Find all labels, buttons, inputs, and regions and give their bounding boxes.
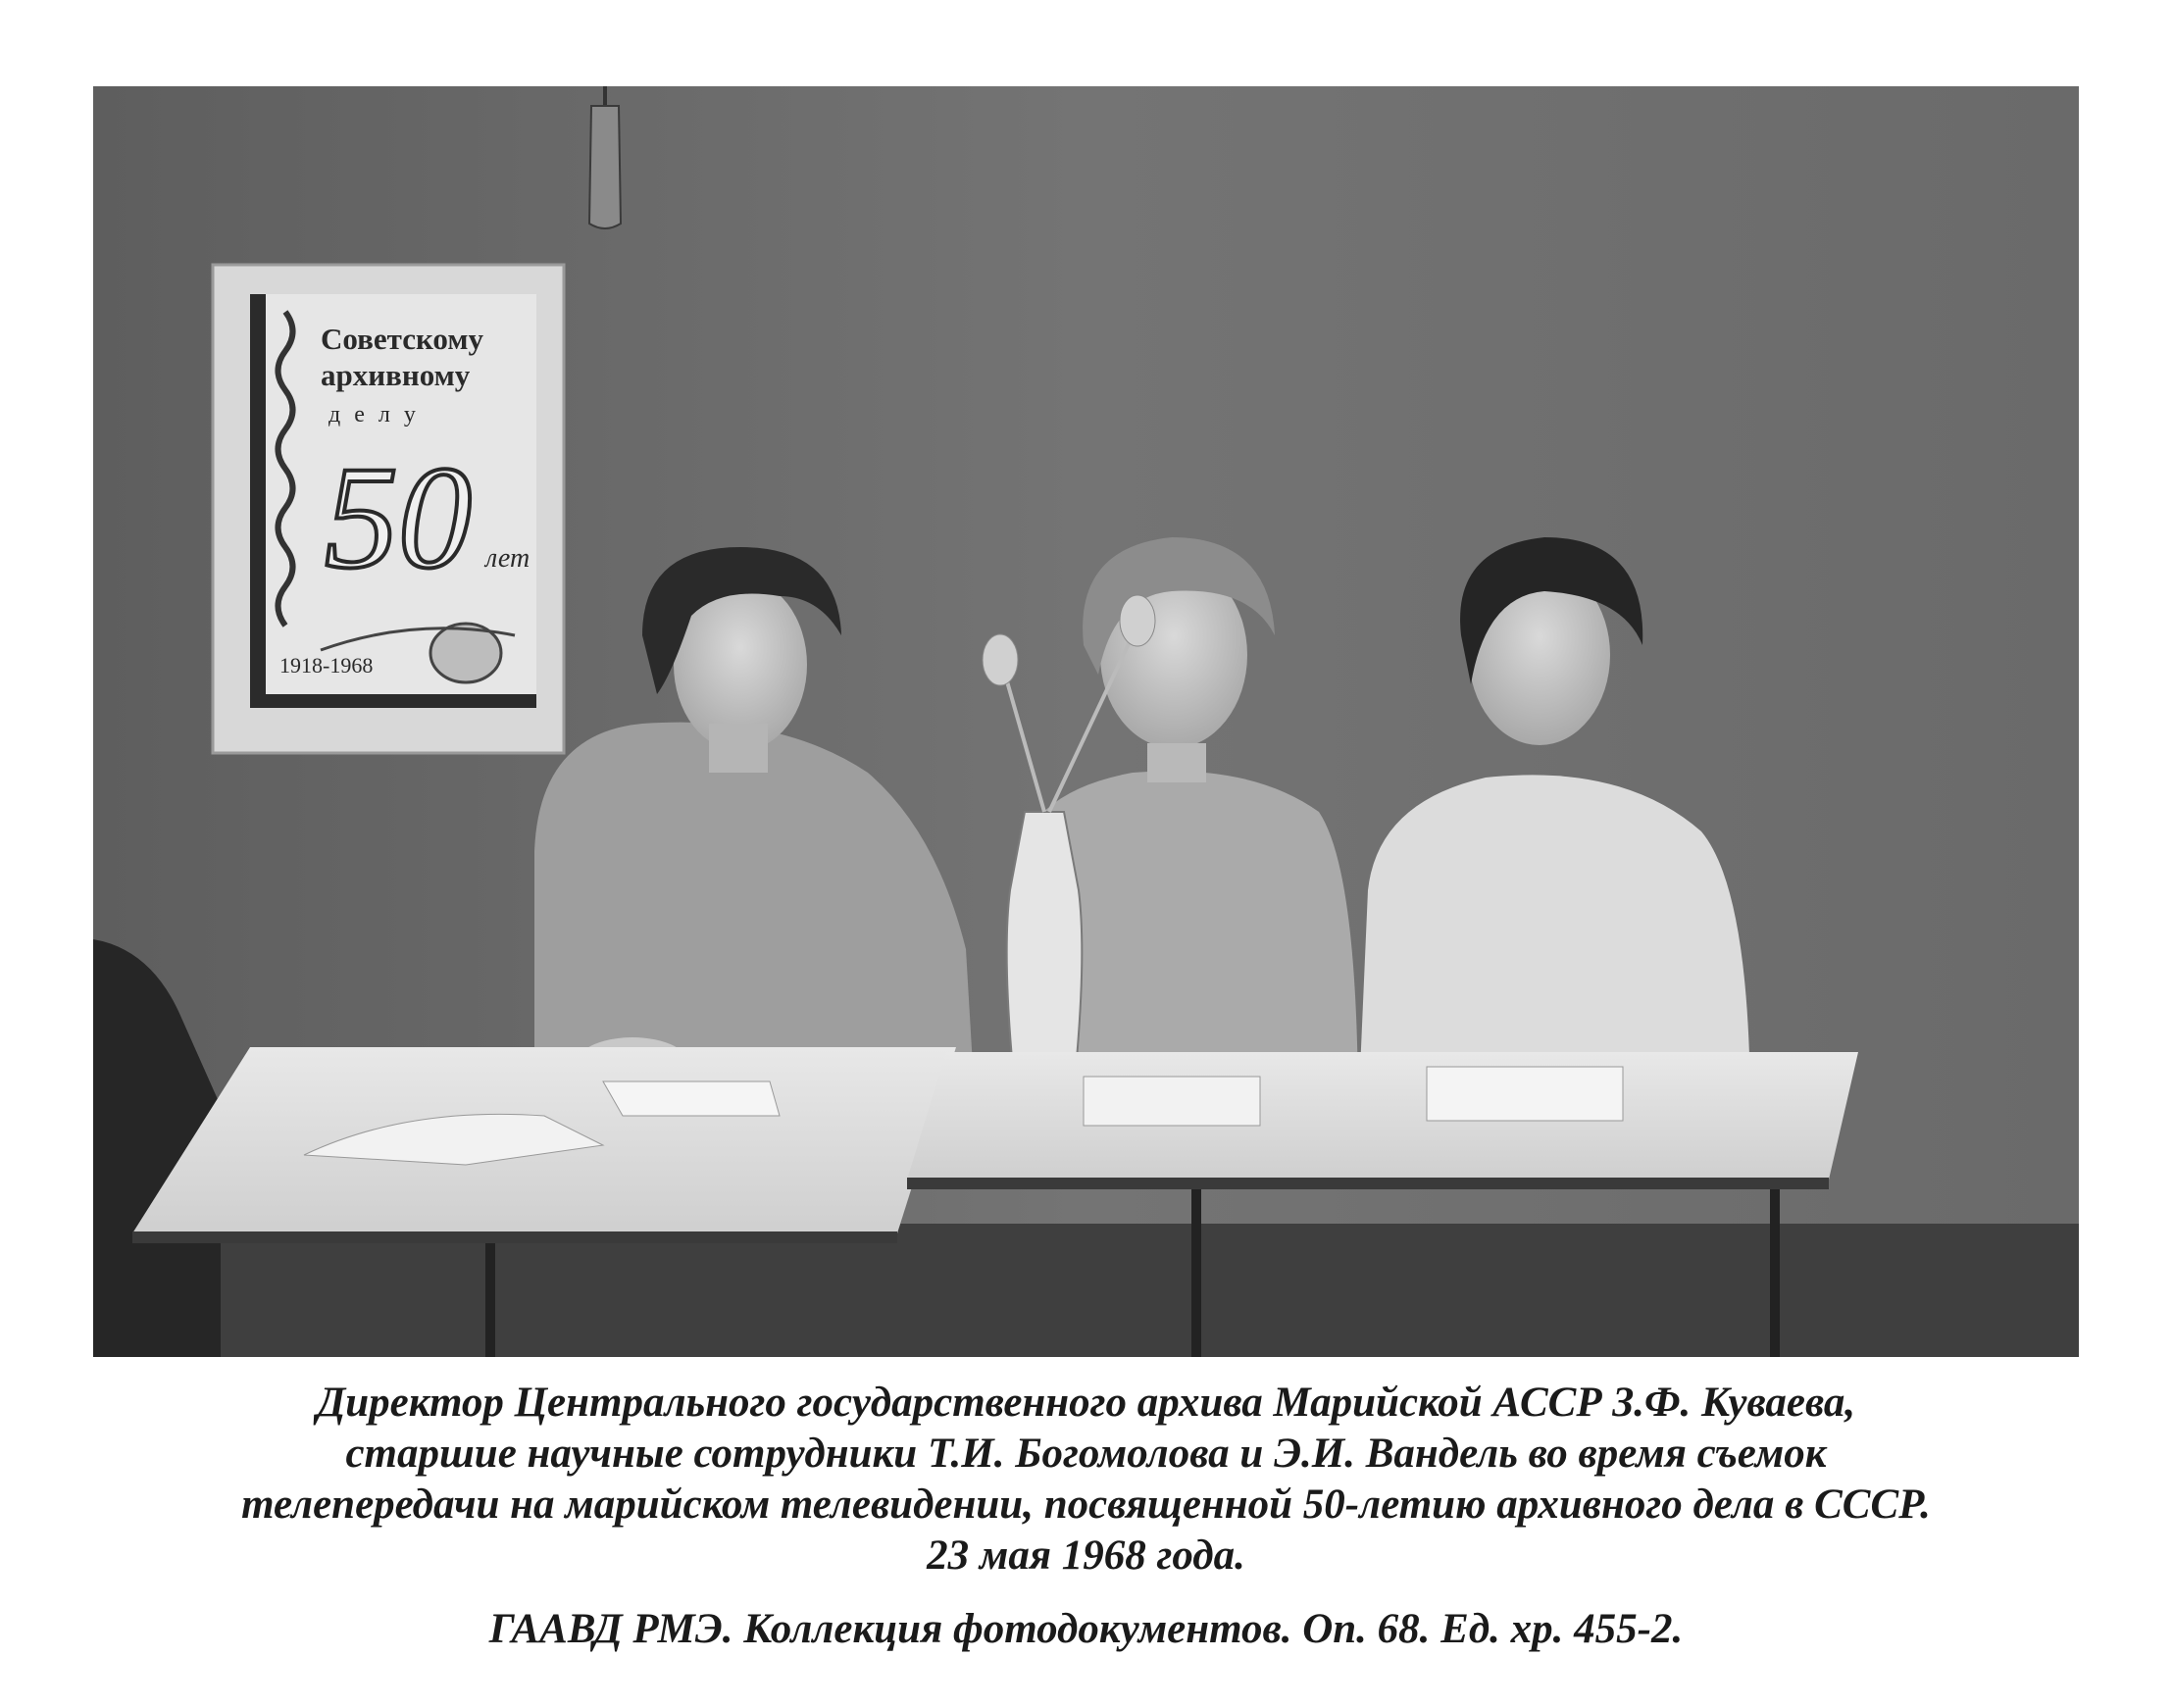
poster-number: 50 [325,436,472,599]
poster-years: 1918-1968 [279,653,374,678]
poster-line1: Советскому [321,322,483,356]
photo-caption [59,1378,2113,1582]
poster-suffix: лет [485,543,530,574]
anniversary-poster [213,265,564,753]
caption-date: 23 мая 1968 года. [927,1532,1245,1579]
photo-scene [93,86,2079,1357]
poster-line3: делу [328,402,429,427]
archive-source-reference: ГААВД РМЭ. Коллекция фотодокументов. Оп. 68. Ед. хр. 455-2. [488,1606,1684,1652]
archival-photograph [93,86,2079,1357]
floor-shadow [93,1224,2079,1357]
caption-line-2: старшие научные сотрудники Т.И. Богомолова и Э.И. Вандель во время съемок [345,1431,1827,1477]
caption-line-1: Директор Центрального государственного архива Марийской АССР З.Ф. Куваева, [316,1380,1856,1426]
poster-line2: архивному [321,358,471,392]
hanging-lamp-icon [589,86,621,228]
caption-line-3: телепередачи на марийском телевидении, посвященной 50-летию архивного дела в СССР. [241,1482,1931,1528]
